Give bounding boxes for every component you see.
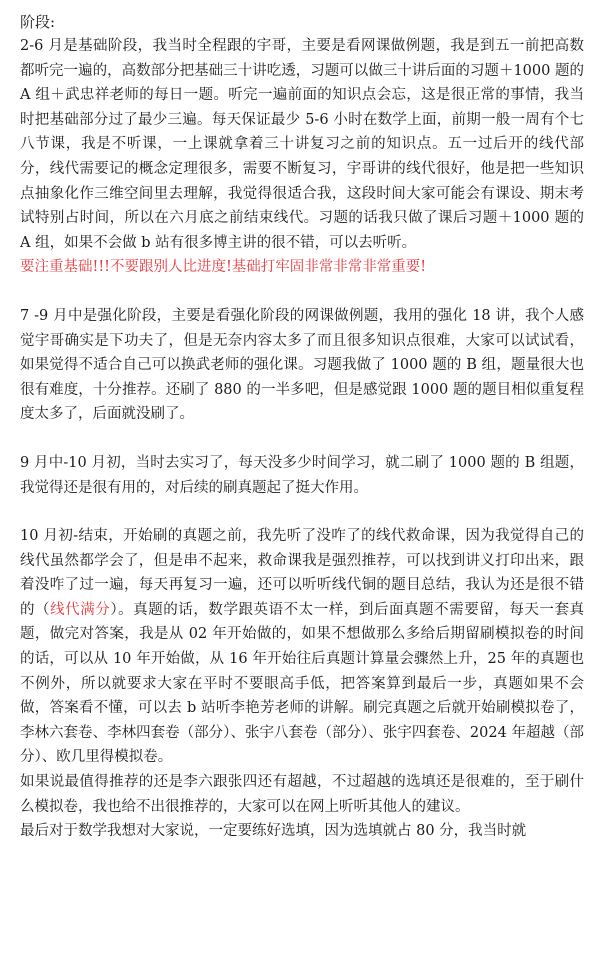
internship-stage-paragraph: 9 月中-10 月初，当时去实习了，每天没多少时间学习，就二刷了 1000 题的 B 组题，我觉得还是很有用的，对后续的刷真题起了挺大作用。 <box>20 454 584 496</box>
final-stage-text-part2: ）。真题的话，数学跟英语不太一样，到后面真题不需要留，每天一套真题，做完对答案，我是从 02 年开始做的，如果不想做那么多给后期留刷模拟卷的时间的话，可以从 10 年开始做，从 16 年开始往后真题计算量会骤然上升，25 年的真题也不例外，所以就要求大家在平时不要眼高手低，把答案算到最后一步，真题如果不会做，答案看不懂，可以去 b 站听李艳芳老师的讲解。刷完真题之后就开始刷模拟卷了，李林六套卷、李林四套卷（部分）、张宇八套卷（部分）、张宇四套卷、2024 年超越（部分）、欧几里得模拟卷。 <box>20 601 585 766</box>
paragraph-gap <box>20 280 584 304</box>
strengthen-stage-paragraph: 7 -9 月中是强化阶段，主要是看强化阶段的网课做例题，我用的强化 18 讲，我个人感觉宇哥确实是下功夫了，但是无奈内容太多了而且很多知识点很难，大家可以试试看，如果觉得不适合自己可以换武老师的强化课。习题我做了 1000 题的 B 组，题量很大也很有难度，十分推荐。还刷了 880 的一半多吧，但是感觉跟 1000 题的题目相似重复程度太多了，后面就没刷了。 <box>20 307 584 423</box>
basic-stage-warning: 要注重基础!!!不要跟别人比进度!基础打牢固非常非常非常重要! <box>20 259 427 276</box>
closing-advice: 最后对于数学我想对大家说，一定要练好选填，因为选填就占 80 分，我当时就 <box>20 823 527 840</box>
linear-algebra-full-marks-highlight: 线代满分 <box>50 601 111 618</box>
stage-heading: 阶段: <box>20 13 56 31</box>
basic-stage-paragraph: 2-6 月是基础阶段，我当时全程跟的宇哥，主要是看网课做例题，我是到五一前把高数都听完一遍的，高数部分把基础三十讲吃透，习题可以做三十讲后面的习题＋1000 题的 A 组＋武忠祥老师的每日一题。听完一遍前面的知识点会忘，这是很正常的事情，我当时把基础部分过了最少三遍。每天保证最少 5-6 小时在数学上面，前期一般一周有个七八节课，我是不听课，一上课就拿着三十讲复习之前的知识点。五一过后开的线代部分，线代需要记的概念定理很多，需要不断复习，宇哥讲的线代很好，他是把一些知识点抽象化作三维空间里去理解，我觉得很适合我，这段时间大家可能会有课设、期末考试特别占时间，所以在六月底之前结束线代。习题的话我只做了课后习题＋1000 题的 A 组，如果不会做 b 站有很多博主讲的很不错，可以去听听。 <box>20 38 584 251</box>
final-stage-text-part1: 10 月初-结束，开始刷的真题之前，我先听了没咋了的线代救命课，因为我觉得自己的线代虽然都学会了，但是串不起来，救命课我是强烈推荐，可以找到讲义打印出来，跟着没咋了过一遍，每天再复习一遍，还可以听听线代铜的题目总结，我认为还是很不错的（ <box>20 528 584 618</box>
mock-exam-recommendation: 如果说最值得推荐的还是李六跟张四还有超越，不过超越的选填还是很难的，至于刷什么模拟卷，我也给不出很推荐的，大家可以在网上听听其他人的建议。 <box>20 774 584 815</box>
final-stage-paragraph <box>20 524 584 770</box>
